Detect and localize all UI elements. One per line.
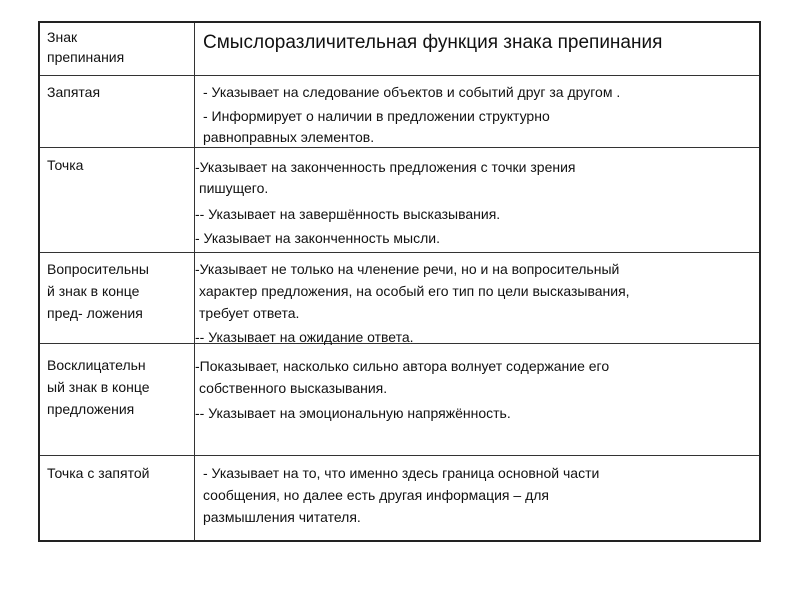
- sign-cell: предложения: [47, 401, 135, 417]
- function-line: размышления читателя.: [203, 509, 361, 525]
- function-line: -- Указывает на ожидание ответа.: [195, 329, 414, 345]
- function-line: сообщения, но далее есть другая информация – для: [203, 487, 549, 503]
- sign-cell: пред- ложения: [47, 305, 143, 321]
- row-divider: [40, 455, 759, 456]
- sign-cell: Восклицательн: [47, 357, 146, 373]
- sign-cell: Точка: [47, 157, 84, 173]
- header-function: Смыслоразличительная функция знака препинания: [203, 32, 663, 53]
- sign-cell: Точка с запятой: [47, 465, 150, 481]
- sign-cell: Вопросительны: [47, 261, 149, 277]
- function-line: характер предложения, на особый его тип по цели высказывания,: [199, 283, 630, 299]
- sign-cell: Запятая: [47, 84, 101, 100]
- function-line: -Указывает на законченность предложения с точки зрения: [195, 159, 576, 175]
- function-line: -- Указывает на эмоциональную напряжённость.: [195, 405, 511, 421]
- function-line: -- Указывает на завершённость высказывания.: [195, 206, 501, 222]
- function-line: собственного высказывания.: [199, 380, 388, 396]
- function-line: - Информирует о наличии в предложении структурно: [203, 108, 550, 124]
- function-line: - Указывает на следование объектов и событий друг за другом .: [203, 84, 621, 100]
- sign-cell: ый знак в конце: [47, 379, 150, 395]
- function-line: -Показывает, насколько сильно автора волнует содержание его: [195, 358, 610, 374]
- function-line: требует ответа.: [199, 305, 300, 321]
- punctuation-table: [38, 21, 761, 542]
- row-divider: [40, 147, 759, 148]
- sign-cell: й знак в конце: [47, 283, 140, 299]
- header-sign: Знак: [47, 29, 78, 45]
- function-line: пишущего.: [199, 180, 269, 196]
- row-divider: [40, 75, 759, 76]
- column-divider: [194, 23, 195, 540]
- function-line: - Указывает на законченность мысли.: [195, 230, 440, 246]
- row-divider: [40, 252, 759, 253]
- function-line: - Указывает на то, что именно здесь граница основной части: [203, 465, 600, 481]
- function-line: равноправных элементов.: [203, 129, 375, 145]
- header-sign: препинания: [47, 49, 125, 65]
- function-line: -Указывает не только на членение речи, но и на вопросительный: [195, 261, 620, 277]
